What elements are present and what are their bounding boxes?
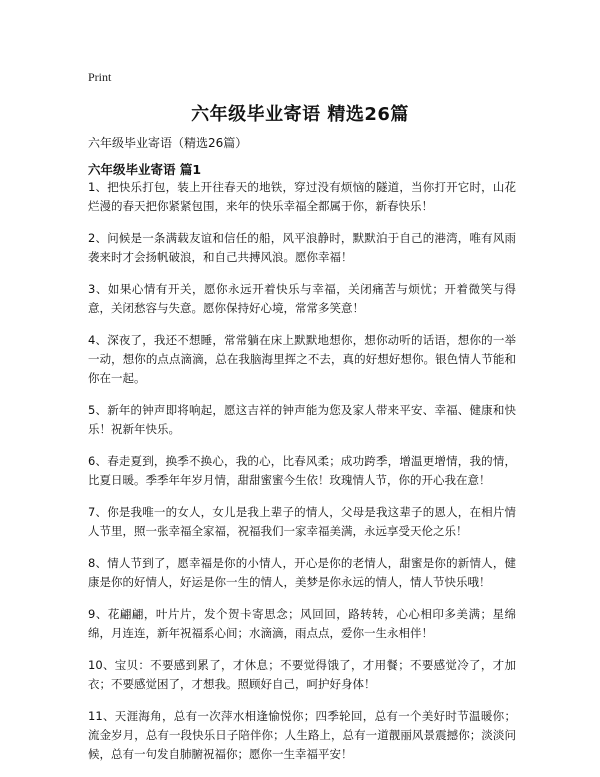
- paragraph-11: 11、天涯海角，总有一次萍水相逢愉悦你；四季轮回，总有一个美好时节温暖你；流金岁月，总有一段快乐日子陪伴你；人生路上，总有一道靓丽风景震撼你；淡淡问候，总有一句发自肺腑祝福你；愿你一生幸福平安！: [88, 709, 516, 761]
- paragraph-1: 1、把快乐打包，装上开往春天的地铁，穿过没有烦恼的隧道，当你打开它时，山花烂漫的春天把你紧紧包围，来年的快乐幸福全都属于你，新春快乐！: [88, 180, 516, 213]
- paragraph-7: 7、你是我唯一的女人，女儿是我上辈子的情人，父母是我这辈子的恩人，在相片情人节里，照一张幸福全家福，祝福我们一家幸福美满，永远享受天伦之乐！: [88, 505, 516, 538]
- paragraph-10: 10、宝贝：不要感到累了，才休息；不要觉得饿了，才用餐；不要感觉冷了，才加衣；不要感觉困了，才想我。照顾好自己，呵护好身体！: [88, 658, 516, 691]
- paragraph-6: 6、春走夏到，换季不换心，我的心，比春风柔；成功跨季，增温更增情，我的情，比夏日暖。季季年年岁月情，甜甜蜜蜜今生依！玫瑰情人节，你的开心我在意！: [88, 454, 516, 487]
- paragraph-9: 9、花翩翩，叶片片，发个贺卡寄思念；风回回，路转转，心心相印多美满；星绵绵，月连连，新年祝福系心间；水滴滴，雨点点，爱你一生永相伴！: [88, 607, 516, 640]
- paragraph-2: 2、问候是一条满载友谊和信任的船，风平浪静时，默默泊于自己的港湾，唯有风雨袭来时才会扬帆破浪，和自己共搏风浪。愿你幸福！: [88, 231, 516, 264]
- section-heading: 六年级毕业寄语 篇1: [88, 162, 202, 177]
- paragraph-3: 3、如果心情有开关，愿你永远开着快乐与幸福，关闭痛苦与烦忧；开着微笑与得意，关闭愁容与失意。愿你保持好心境，常常多笑意！: [88, 282, 516, 315]
- page-subtitle: 六年级毕业寄语（精选26篇）: [88, 136, 248, 150]
- page-title: 六年级毕业寄语 精选26篇: [191, 104, 409, 125]
- paragraph-4: 4、深夜了，我还不想睡，常常躺在床上默默地想你，想你动听的话语，想你的一举一动，想你的点点滴滴，总在我脑海里挥之不去，真的好想好想你。银色情人节能和你在一起。: [88, 333, 516, 385]
- paragraph-5: 5、新年的钟声即将响起，愿这吉祥的钟声能为您及家人带来平安、幸福、健康和快乐！祝新年快乐。: [88, 403, 516, 436]
- paragraph-8: 8、情人节到了，愿幸福是你的小情人，开心是你的老情人，甜蜜是你的新情人，健康是你的好情人，好运是你一生的情人，美梦是你永远的情人，情人节快乐哦！: [88, 556, 516, 589]
- print-link[interactable]: Print: [88, 70, 112, 84]
- article-body: [88, 178, 516, 777]
